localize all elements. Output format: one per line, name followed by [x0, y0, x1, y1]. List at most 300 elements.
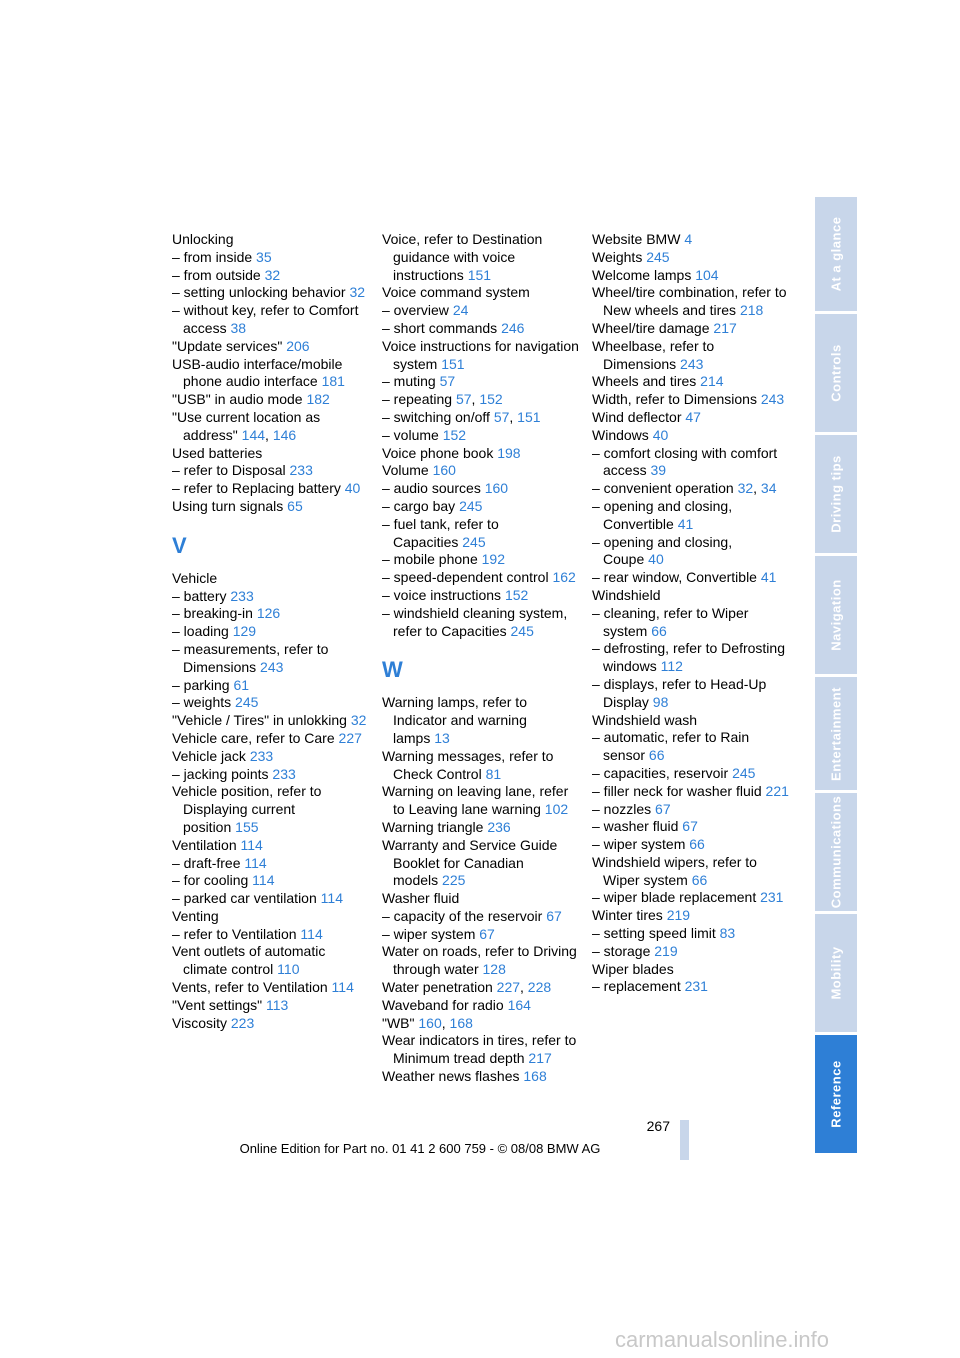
index-entry-text: Unlocking: [172, 231, 234, 247]
page-reference-link[interactable]: 32: [737, 480, 754, 497]
index-entry-text: – jacking points: [172, 765, 269, 782]
index-entry: [592, 249, 792, 267]
index-entry-text: – measurements, refer to Dimensions: [172, 640, 329, 675]
page-reference-link[interactable]: 57: [439, 373, 456, 390]
index-entry-text: "Update services": [172, 337, 283, 354]
index-entry: [382, 819, 582, 837]
index-entry: [172, 302, 372, 338]
index-entry-text: – draft-free: [172, 854, 241, 871]
page-reference-link[interactable]: 151: [517, 408, 541, 425]
index-entry-text: – repeating: [382, 391, 453, 408]
index-entry-text: "Use current location as address": [172, 408, 321, 443]
page-reference-link[interactable]: 245: [732, 764, 756, 781]
index-entry: [592, 427, 792, 445]
index-entry: [172, 588, 372, 606]
page-reference-link[interactable]: 181: [321, 373, 345, 390]
index-entry: [382, 908, 582, 926]
page-reference-link[interactable]: 57: [493, 408, 510, 425]
page-reference-link[interactable]: 162: [552, 569, 576, 586]
index-entry: [382, 231, 582, 284]
index-entry: [172, 712, 372, 730]
index-entry: [592, 712, 792, 730]
index-entry: [382, 748, 582, 784]
index-entry-text: – battery: [172, 587, 227, 604]
index-entry: [592, 783, 792, 801]
index-entry: [172, 837, 372, 855]
index-entry: [172, 570, 372, 588]
index-entry-text: – muting: [382, 373, 436, 390]
chapter-tab-label: Navigation: [828, 579, 844, 651]
chapter-tab-navigation[interactable]: [815, 556, 857, 674]
index-entry-text: – washer fluid: [592, 818, 679, 835]
index-entry: "WB" 160, 168: [382, 1014, 473, 1031]
page-reference-link[interactable]: 112: [660, 658, 683, 675]
index-entry: [382, 498, 582, 516]
index-entry: [382, 445, 582, 463]
index-entry: [172, 908, 372, 926]
page-reference-link[interactable]: 164: [507, 996, 531, 1013]
index-entry-text: Ventilation: [172, 836, 237, 853]
index-entry: [592, 729, 792, 765]
index-entry: [172, 1015, 372, 1033]
page-reference-link[interactable]: 47: [685, 408, 701, 425]
index-entry: [382, 480, 582, 498]
section-letter-heading: V: [172, 532, 187, 558]
index-entry: [592, 373, 792, 391]
index-entry-text: "Vehicle / Tires" in unlokking: [172, 712, 347, 729]
page-reference-link[interactable]: 129: [232, 623, 257, 640]
index-entry-text: – fuel tank, refer to Capacities: [382, 515, 499, 550]
index-entry: [592, 765, 792, 783]
index-entry: [592, 943, 792, 961]
page-reference-link[interactable]: 114: [300, 925, 323, 942]
page-reference-link[interactable]: 66: [648, 747, 665, 764]
page-number: 267: [646, 1118, 670, 1134]
chapter-tab-label: At a glance: [828, 216, 844, 292]
index-entry-text: Welcome lamps: [592, 266, 692, 283]
index-entry-text: – short commands: [382, 319, 498, 336]
index-entry: [172, 694, 372, 712]
page-reference-link[interactable]: 40: [648, 551, 664, 568]
page-reference-link[interactable]: 113: [266, 996, 289, 1013]
index-entry: [172, 338, 372, 356]
page-reference-link[interactable]: 98: [652, 693, 669, 710]
index-entry-text: – weights: [172, 694, 232, 711]
page-reference-link[interactable]: 168: [523, 1068, 547, 1085]
index-entry-text: – volume: [382, 426, 439, 443]
index-entry-text: Windows: [592, 426, 649, 443]
index-entry-text: "WB": [382, 1014, 415, 1031]
page-reference-link[interactable]: 81: [485, 765, 502, 782]
index-entry: [382, 338, 582, 374]
index-entry-text: Vents, refer to Ventilation: [172, 979, 328, 996]
index-entry-text: – comfort closing with comfort access: [592, 444, 778, 479]
index-entry: [382, 926, 582, 944]
index-entry-text: Warning triangle: [382, 818, 484, 835]
index-entry-text: Viscosity: [172, 1014, 227, 1031]
page-reference-link[interactable]: 102: [544, 801, 569, 818]
page-reference-link[interactable]: 243: [260, 658, 284, 675]
page-reference-link[interactable]: 57: [455, 391, 472, 408]
index-entry: [172, 997, 372, 1015]
index-entry: [172, 748, 372, 766]
index-entry: [382, 462, 582, 480]
index-entry-text: Used batteries: [172, 444, 263, 461]
index-entry-text: Vehicle: [172, 569, 218, 586]
page-reference-link[interactable]: 218: [739, 302, 764, 319]
index-entry-text: – without key, refer to Comfort access: [172, 302, 359, 336]
index-entry: [592, 640, 792, 676]
index-entry-text: – displays, refer to Head-Up Display: [592, 675, 767, 710]
index-entry-text: Warranty and Service Guide Booklet for Canadian models: [382, 836, 558, 889]
page-reference-link[interactable]: 231: [684, 978, 708, 995]
index-entry: [172, 943, 372, 979]
page-reference-link[interactable]: 104: [695, 266, 719, 283]
index-entry-text: – setting speed limit: [592, 925, 716, 942]
index-entry-text: – speed-dependent control: [382, 569, 549, 586]
index-entry: [592, 961, 792, 979]
page-reference-link[interactable]: 128: [482, 961, 506, 978]
index-entry: [382, 694, 582, 747]
index-entry: [592, 978, 792, 996]
page-reference-link[interactable]: 66: [651, 622, 667, 639]
page-reference-link[interactable]: 38: [230, 319, 247, 336]
page-reference-link[interactable]: 217: [528, 1050, 552, 1067]
index-entry: [172, 249, 372, 267]
index-entry-text: Website BMW: [592, 231, 681, 247]
page-reference-link[interactable]: 233: [230, 587, 254, 604]
index-entry-text: Water penetration: [382, 979, 493, 996]
index-entry-text: – switching on/off: [382, 408, 490, 425]
page-reference-link[interactable]: 217: [713, 319, 737, 336]
index-entry-text: "USB" in audio mode: [172, 391, 303, 408]
index-entry: [592, 391, 792, 409]
index-entry-text: Voice command system: [382, 284, 530, 301]
index-entry-text: USB-audio interface/mobile phone audio interface: [172, 355, 343, 390]
page-reference-link[interactable]: 231: [760, 889, 784, 906]
index-column-1: [172, 231, 372, 1032]
page-reference-link[interactable]: 4: [684, 231, 693, 247]
page-reference-link[interactable]: 39: [650, 462, 667, 479]
index-entry: [592, 836, 792, 854]
page-reference-link[interactable]: 13: [434, 729, 450, 746]
index-entry: [382, 284, 582, 302]
page-reference-link[interactable]: 144: [241, 426, 266, 443]
index-entry: [592, 925, 792, 943]
index-entry: [172, 391, 372, 409]
page-reference-link[interactable]: 233: [272, 765, 296, 782]
page-reference-link[interactable]: 67: [655, 800, 671, 817]
page-reference-link[interactable]: 83: [719, 925, 736, 942]
page-reference-link[interactable]: 67: [682, 818, 698, 835]
page-reference-link[interactable]: 24: [452, 302, 469, 319]
index-entry: [382, 997, 582, 1015]
index-entry-text: Wheel/tire combination, refer to New wheels and tires: [592, 284, 787, 319]
index-entry-text: – from outside: [172, 266, 261, 283]
index-entry: [382, 516, 582, 552]
index-entry: [592, 445, 792, 481]
index-entry: [172, 462, 372, 480]
section-letter-heading: W: [382, 657, 403, 683]
index-entry-text: Winter tires: [592, 907, 663, 924]
page-reference-link[interactable]: 114: [252, 872, 275, 889]
index-entry-text: – defrosting, refer to Defrosting windows: [592, 640, 785, 675]
index-entry-text: – voice instructions: [382, 586, 502, 603]
page-reference-link[interactable]: 34: [760, 480, 777, 497]
index-entry: [172, 872, 372, 890]
index-entry: [172, 605, 372, 623]
page-reference-link[interactable]: 114: [320, 890, 343, 907]
index-entry-text: – capacities, reservoir: [592, 764, 729, 781]
index-entry: [592, 569, 792, 587]
page-reference-link[interactable]: 182: [306, 391, 330, 408]
index-entry-text: Voice phone book: [382, 444, 494, 461]
index-entry: [592, 907, 792, 925]
index-entry: [172, 766, 372, 784]
page-reference-link[interactable]: 243: [680, 355, 704, 372]
index-column-2: [382, 231, 582, 1086]
chapter-tab-label: Driving tips: [828, 455, 844, 533]
index-entry-text: Weights: [592, 248, 643, 265]
index-entry: [382, 587, 582, 605]
page-reference-link[interactable]: 65: [287, 497, 303, 514]
index-entry: [172, 926, 372, 944]
index-entry: [382, 890, 582, 908]
index-entry-text: – cleaning, refer to Wiper system: [592, 604, 749, 639]
index-entry: [592, 605, 792, 641]
page-reference-link[interactable]: 198: [497, 444, 521, 461]
index-entry: [172, 498, 372, 516]
index-entry: [382, 605, 582, 641]
index-entry: [382, 569, 582, 587]
page-reference-link[interactable]: 32: [264, 266, 281, 283]
index-entry-text: – for cooling: [172, 872, 249, 889]
page-reference-link[interactable]: 160: [418, 1014, 442, 1031]
index-entry-text: Using turn signals: [172, 497, 284, 514]
page-reference-link[interactable]: 41: [760, 569, 777, 586]
page-reference-link[interactable]: 67: [479, 925, 495, 942]
index-entry-text: – cargo bay: [382, 497, 456, 514]
page-reference-link[interactable]: 146: [272, 426, 297, 443]
index-entry: [592, 676, 792, 712]
index-entry: [592, 889, 792, 907]
page-reference-link[interactable]: 168: [449, 1014, 473, 1031]
index-entry-text: – audio sources: [382, 480, 481, 497]
index-entry: [382, 551, 582, 569]
page-reference-link[interactable]: 246: [501, 319, 525, 336]
page-reference-link[interactable]: 206: [286, 337, 310, 354]
page-reference-link[interactable]: 114: [331, 979, 354, 996]
index-entry: [382, 1068, 582, 1086]
chapter-tab-driving-tips[interactable]: [815, 435, 857, 553]
index-entry-text: – from inside: [172, 248, 253, 265]
index-entry: [382, 837, 582, 890]
page-reference-link[interactable]: 67: [546, 907, 562, 924]
index-entry-text: – refer to Replacing battery: [172, 480, 341, 497]
index-entry: [592, 338, 792, 374]
index-entry: [382, 320, 582, 338]
index-entry: [172, 480, 372, 498]
index-entry-text: – nozzles: [592, 800, 652, 817]
index-entry-text: Volume: [382, 462, 429, 479]
index-entry: [382, 1032, 582, 1068]
index-entry-text: Vehicle care, refer to Care: [172, 729, 335, 746]
index-entry-text: Voice instructions for navigation system: [382, 337, 579, 372]
page-reference-link[interactable]: 160: [484, 480, 509, 497]
page-reference-link[interactable]: 227: [496, 979, 521, 996]
chapter-tab-mobility[interactable]: [815, 914, 857, 1032]
index-entry: [592, 267, 792, 285]
index-entry: [382, 427, 582, 445]
page-reference-link[interactable]: 151: [467, 266, 492, 283]
index-entry: – convenient operation 32, 34: [592, 480, 777, 497]
page-reference-link[interactable]: 40: [652, 426, 669, 443]
index-entry-text: Washer fluid: [382, 890, 460, 907]
index-entry: [172, 890, 372, 908]
chapter-tabs: [815, 197, 857, 1156]
page-reference-link[interactable]: 151: [441, 355, 465, 372]
page-reference-link[interactable]: 152: [479, 391, 503, 408]
page-number-bar: [680, 1120, 689, 1160]
index-entry: [172, 284, 372, 302]
chapter-tab-reference[interactable]: [815, 1035, 857, 1153]
chapter-tab-controls[interactable]: [815, 314, 857, 432]
index-entry: [172, 356, 372, 392]
index-entry: [382, 943, 582, 979]
page-reference-link[interactable]: 245: [459, 497, 483, 514]
index-entry-text: Wheel/tire damage: [592, 319, 710, 336]
page-reference-link[interactable]: 114: [240, 836, 263, 853]
page-reference-link[interactable]: 32: [350, 712, 367, 729]
page-reference-link[interactable]: 192: [481, 551, 505, 568]
index-entry: – repeating 57, 152: [382, 391, 503, 408]
index-entry: [592, 818, 792, 836]
index-entry: [382, 783, 582, 819]
index-entry-text: – overview: [382, 302, 449, 319]
index-entry-text: – storage: [592, 942, 651, 959]
page-reference-link[interactable]: 245: [462, 533, 486, 550]
index-entry-text: – parked car ventilation: [172, 890, 317, 907]
index-entry-text: – refer to Ventilation: [172, 925, 297, 942]
chapter-tab-label: Mobility: [828, 946, 844, 1000]
page-reference-link[interactable]: 160: [432, 462, 456, 479]
page-reference-link[interactable]: 223: [230, 1014, 255, 1031]
page-reference-link[interactable]: 41: [677, 515, 694, 532]
index-entry-text: Wheels and tires: [592, 373, 697, 390]
page-reference-link[interactable]: 35: [256, 248, 272, 265]
page-reference-link[interactable]: 243: [760, 391, 785, 408]
index-entry-text: – windshield cleaning system, refer to Capacities: [382, 604, 568, 639]
index-entry-text: Width, refer to Dimensions: [592, 391, 757, 408]
page-reference-link[interactable]: 245: [646, 248, 670, 265]
index-entry: [592, 587, 792, 605]
page-reference-link[interactable]: 245: [510, 622, 534, 639]
page-reference-link[interactable]: 233: [249, 747, 274, 764]
index-entry-text: Water on roads, refer to Driving through water: [382, 943, 577, 978]
index-entry-text: Vent outlets of automatic climate control: [172, 943, 326, 978]
chapter-tab-label: Entertainment: [828, 686, 844, 781]
index-entry-text: Warning messages, refer to Check Control: [382, 747, 554, 782]
index-entry-text: – loading: [172, 623, 229, 640]
page-reference-link[interactable]: 221: [765, 782, 789, 799]
index-entry-text: Wiper blades: [592, 960, 674, 977]
index-entry: [592, 534, 792, 570]
page-reference-link[interactable]: 225: [442, 872, 466, 889]
page-reference-link[interactable]: 32: [349, 284, 366, 301]
page-reference-link[interactable]: 114: [244, 854, 267, 871]
index-entry-text: Wear indicators in tires, refer to Minimum tread depth: [382, 1032, 577, 1067]
chapter-tab-label: Controls: [828, 344, 844, 402]
index-entry: [172, 855, 372, 873]
index-entry-text: – replacement: [592, 978, 681, 995]
index-entry: [382, 373, 582, 391]
index-entry-text: – opening and closing, Coupe: [592, 533, 733, 568]
page-reference-link[interactable]: 219: [666, 907, 691, 924]
page-reference-link[interactable]: 152: [442, 426, 467, 443]
index-entry: [172, 677, 372, 695]
page-reference-link[interactable]: 61: [233, 676, 250, 693]
index-entry-text: – wiper system: [382, 925, 476, 942]
index-entry-text: Warning lamps, refer to Indicator and warning lamps: [382, 694, 527, 746]
index-entry: "Use current location as address" 144, 146: [172, 408, 321, 443]
page-reference-link[interactable]: 219: [654, 942, 678, 959]
index-entry-text: Warning on leaving lane, refer to Leaving lane warning: [382, 783, 569, 818]
page-reference-link[interactable]: 40: [344, 480, 361, 497]
index-entry-text: Windshield wash: [592, 711, 698, 728]
page-reference-link[interactable]: 214: [700, 373, 724, 390]
index-entry: Water penetration 227, 228: [382, 979, 552, 996]
chapter-tab-communications[interactable]: [815, 793, 857, 911]
page-reference-link[interactable]: 66: [689, 836, 705, 853]
index-entry: [592, 320, 792, 338]
page-reference-link[interactable]: 228: [527, 979, 552, 996]
index-entry: [592, 231, 792, 249]
chapter-tab-at-a-glance[interactable]: [815, 197, 857, 311]
index-entry: [592, 284, 792, 320]
index-entry-text: Vehicle position, refer to Displaying current position: [172, 783, 322, 835]
page-reference-link[interactable]: 66: [691, 871, 708, 888]
index-entry-text: – opening and closing, Convertible: [592, 497, 733, 532]
index-entry-text: Voice, refer to Destination guidance with voice instructions: [382, 231, 543, 283]
index-entry: [592, 409, 792, 427]
page-reference-link[interactable]: 110: [277, 961, 300, 978]
index-entry-text: – mobile phone: [382, 551, 478, 568]
footer-edition: Online Edition for Part no. 01 41 2 600 759 - © 08/08 BMW AG: [239, 1141, 601, 1156]
index-entry-text: – wiper blade replacement: [592, 889, 757, 906]
index-entry: [382, 302, 582, 320]
index-entry-text: – convenient operation: [592, 480, 734, 497]
chapter-tab-entertainment[interactable]: [815, 677, 857, 790]
index-entry-text: Wheelbase, refer to Dimensions: [592, 337, 715, 372]
page-reference-link[interactable]: 155: [235, 818, 259, 835]
watermark: carmanualsonline.info: [615, 1327, 830, 1352]
page-reference-link[interactable]: 245: [235, 694, 259, 711]
index-entry: [172, 445, 372, 463]
index-entry-text: – refer to Disposal: [172, 462, 286, 479]
page-reference-link[interactable]: 236: [487, 818, 511, 835]
index-entry-text: Weather news flashes: [382, 1068, 520, 1085]
page-reference-link[interactable]: 126: [256, 605, 281, 622]
index-entry-text: – capacity of the reservoir: [382, 907, 543, 924]
page-reference-link[interactable]: 152: [504, 586, 529, 603]
page-reference-link[interactable]: 233: [289, 462, 313, 479]
index-entry-text: – breaking-in: [172, 605, 253, 622]
page-reference-link[interactable]: 227: [338, 729, 362, 746]
index-entry: [592, 854, 792, 890]
index-entry-text: Windshield: [592, 586, 661, 603]
index-entry: [172, 267, 372, 285]
index-column-3: [592, 231, 792, 996]
